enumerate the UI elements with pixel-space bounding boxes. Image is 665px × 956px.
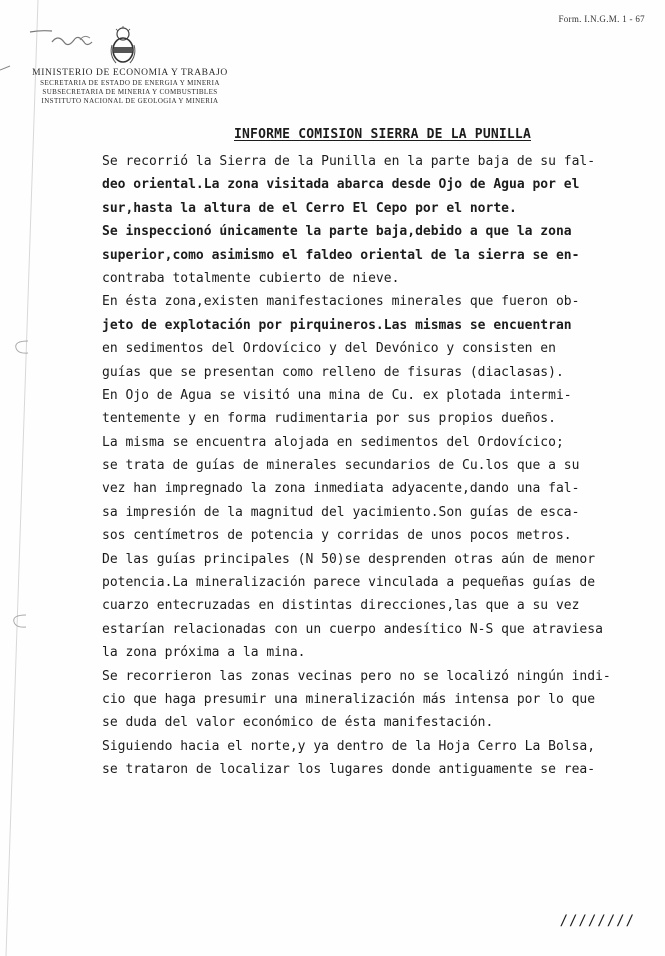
- coat-of-arms-icon: [108, 25, 138, 65]
- body-line: se trata de guías de minerales secundarios de Cu.los que a su: [102, 458, 580, 474]
- punch-hole-icon: [10, 338, 32, 356]
- body-line: jeto de explotación por pirquineros.Las mismas se encuentran: [102, 317, 572, 333]
- body-line: se duda del valor económico de ésta manifestación.: [102, 715, 494, 731]
- body-line: la zona próxima a la mina.: [102, 645, 306, 661]
- body-line: sos centímetros de potencia y corridas de unos pocos metros.: [102, 528, 572, 544]
- handwritten-annotation: [22, 18, 102, 54]
- report-body: [102, 150, 642, 782]
- body-line: superior,como asimismo el faldeo oriental de la sierra se en-: [102, 247, 580, 263]
- ministry-name: MINISTERIO DE ECONOMIA Y TRABAJO: [32, 68, 228, 78]
- punch-hole-icon: [8, 612, 30, 630]
- body-line: vez han impregnado la zona inmediata adyacente,dando una fal-: [102, 481, 580, 497]
- body-line: De las guías principales (N 50)se desprenden otras aún de menor: [102, 551, 596, 567]
- body-line: Se recorrieron las zonas vecinas pero no se localizó ningún indi-: [102, 668, 611, 684]
- body-line: cio que haga presumir una mineralización más intensa por lo que: [102, 691, 596, 707]
- body-line: estarían relacionadas con un cuerpo andesítico N-S que atraviesa: [102, 621, 603, 637]
- body-line: cuarzo entecruzadas en distintas direcciones,las que a su vez: [102, 598, 580, 614]
- letterhead: [0, 68, 260, 106]
- body-line: contraba totalmente cubierto de nieve.: [102, 270, 400, 286]
- subsecretaria-name: SUBSECRETARIA DE MINERIA Y COMBUSTIBLES: [42, 88, 218, 96]
- body-line: La misma se encuentra alojada en sedimentos del Ordovícico;: [102, 434, 564, 450]
- body-line: En Ojo de Agua se visitó una mina de Cu. ex plotada intermi-: [102, 387, 572, 403]
- instituto-name: INSTITUTO NACIONAL DE GEOLOGIA Y MINERIA: [41, 97, 219, 105]
- body-line: tentemente y en forma rudimentaria por sus propios dueños.: [102, 411, 556, 427]
- body-line: deo oriental.La zona visitada abarca desde Ojo de Agua por el: [102, 177, 580, 193]
- form-code: Form. I.N.G.M. 1 - 67: [558, 14, 645, 24]
- secretaria-name: SECRETARIA DE ESTADO DE ENERGIA Y MINERIA: [40, 79, 220, 87]
- body-line: potencia.La mineralización parece vinculada a pequeñas guías de: [102, 575, 596, 591]
- body-line: sur,hasta la altura de el Cerro El Cepo por el norte.: [102, 200, 517, 216]
- body-line: Se recorrió la Sierra de la Punilla en la parte baja de su fal-: [102, 154, 596, 169]
- body-line: en sedimentos del Ordovícico y del Devónico y consisten en: [102, 341, 556, 357]
- report-title: INFORME COMISION SIERRA DE LA PUNILLA: [234, 127, 531, 142]
- continuation-marks: ////////: [559, 913, 635, 929]
- body-line: sa impresión de la magnitud del yacimiento.Son guías de esca-: [102, 504, 580, 520]
- body-line: En ésta zona,existen manifestaciones minerales que fueron ob-: [102, 294, 580, 310]
- body-line: Siguiendo hacia el norte,y ya dentro de la Hoja Cerro La Bolsa,: [102, 738, 596, 754]
- body-line: se trataron de localizar los lugares donde antiguamente se rea-: [102, 762, 596, 778]
- body-line: Se inspeccionó únicamente la parte baja,debido a que la zona: [102, 224, 572, 240]
- body-line: guías que se presentan como relleno de fisuras (diaclasas).: [102, 364, 564, 380]
